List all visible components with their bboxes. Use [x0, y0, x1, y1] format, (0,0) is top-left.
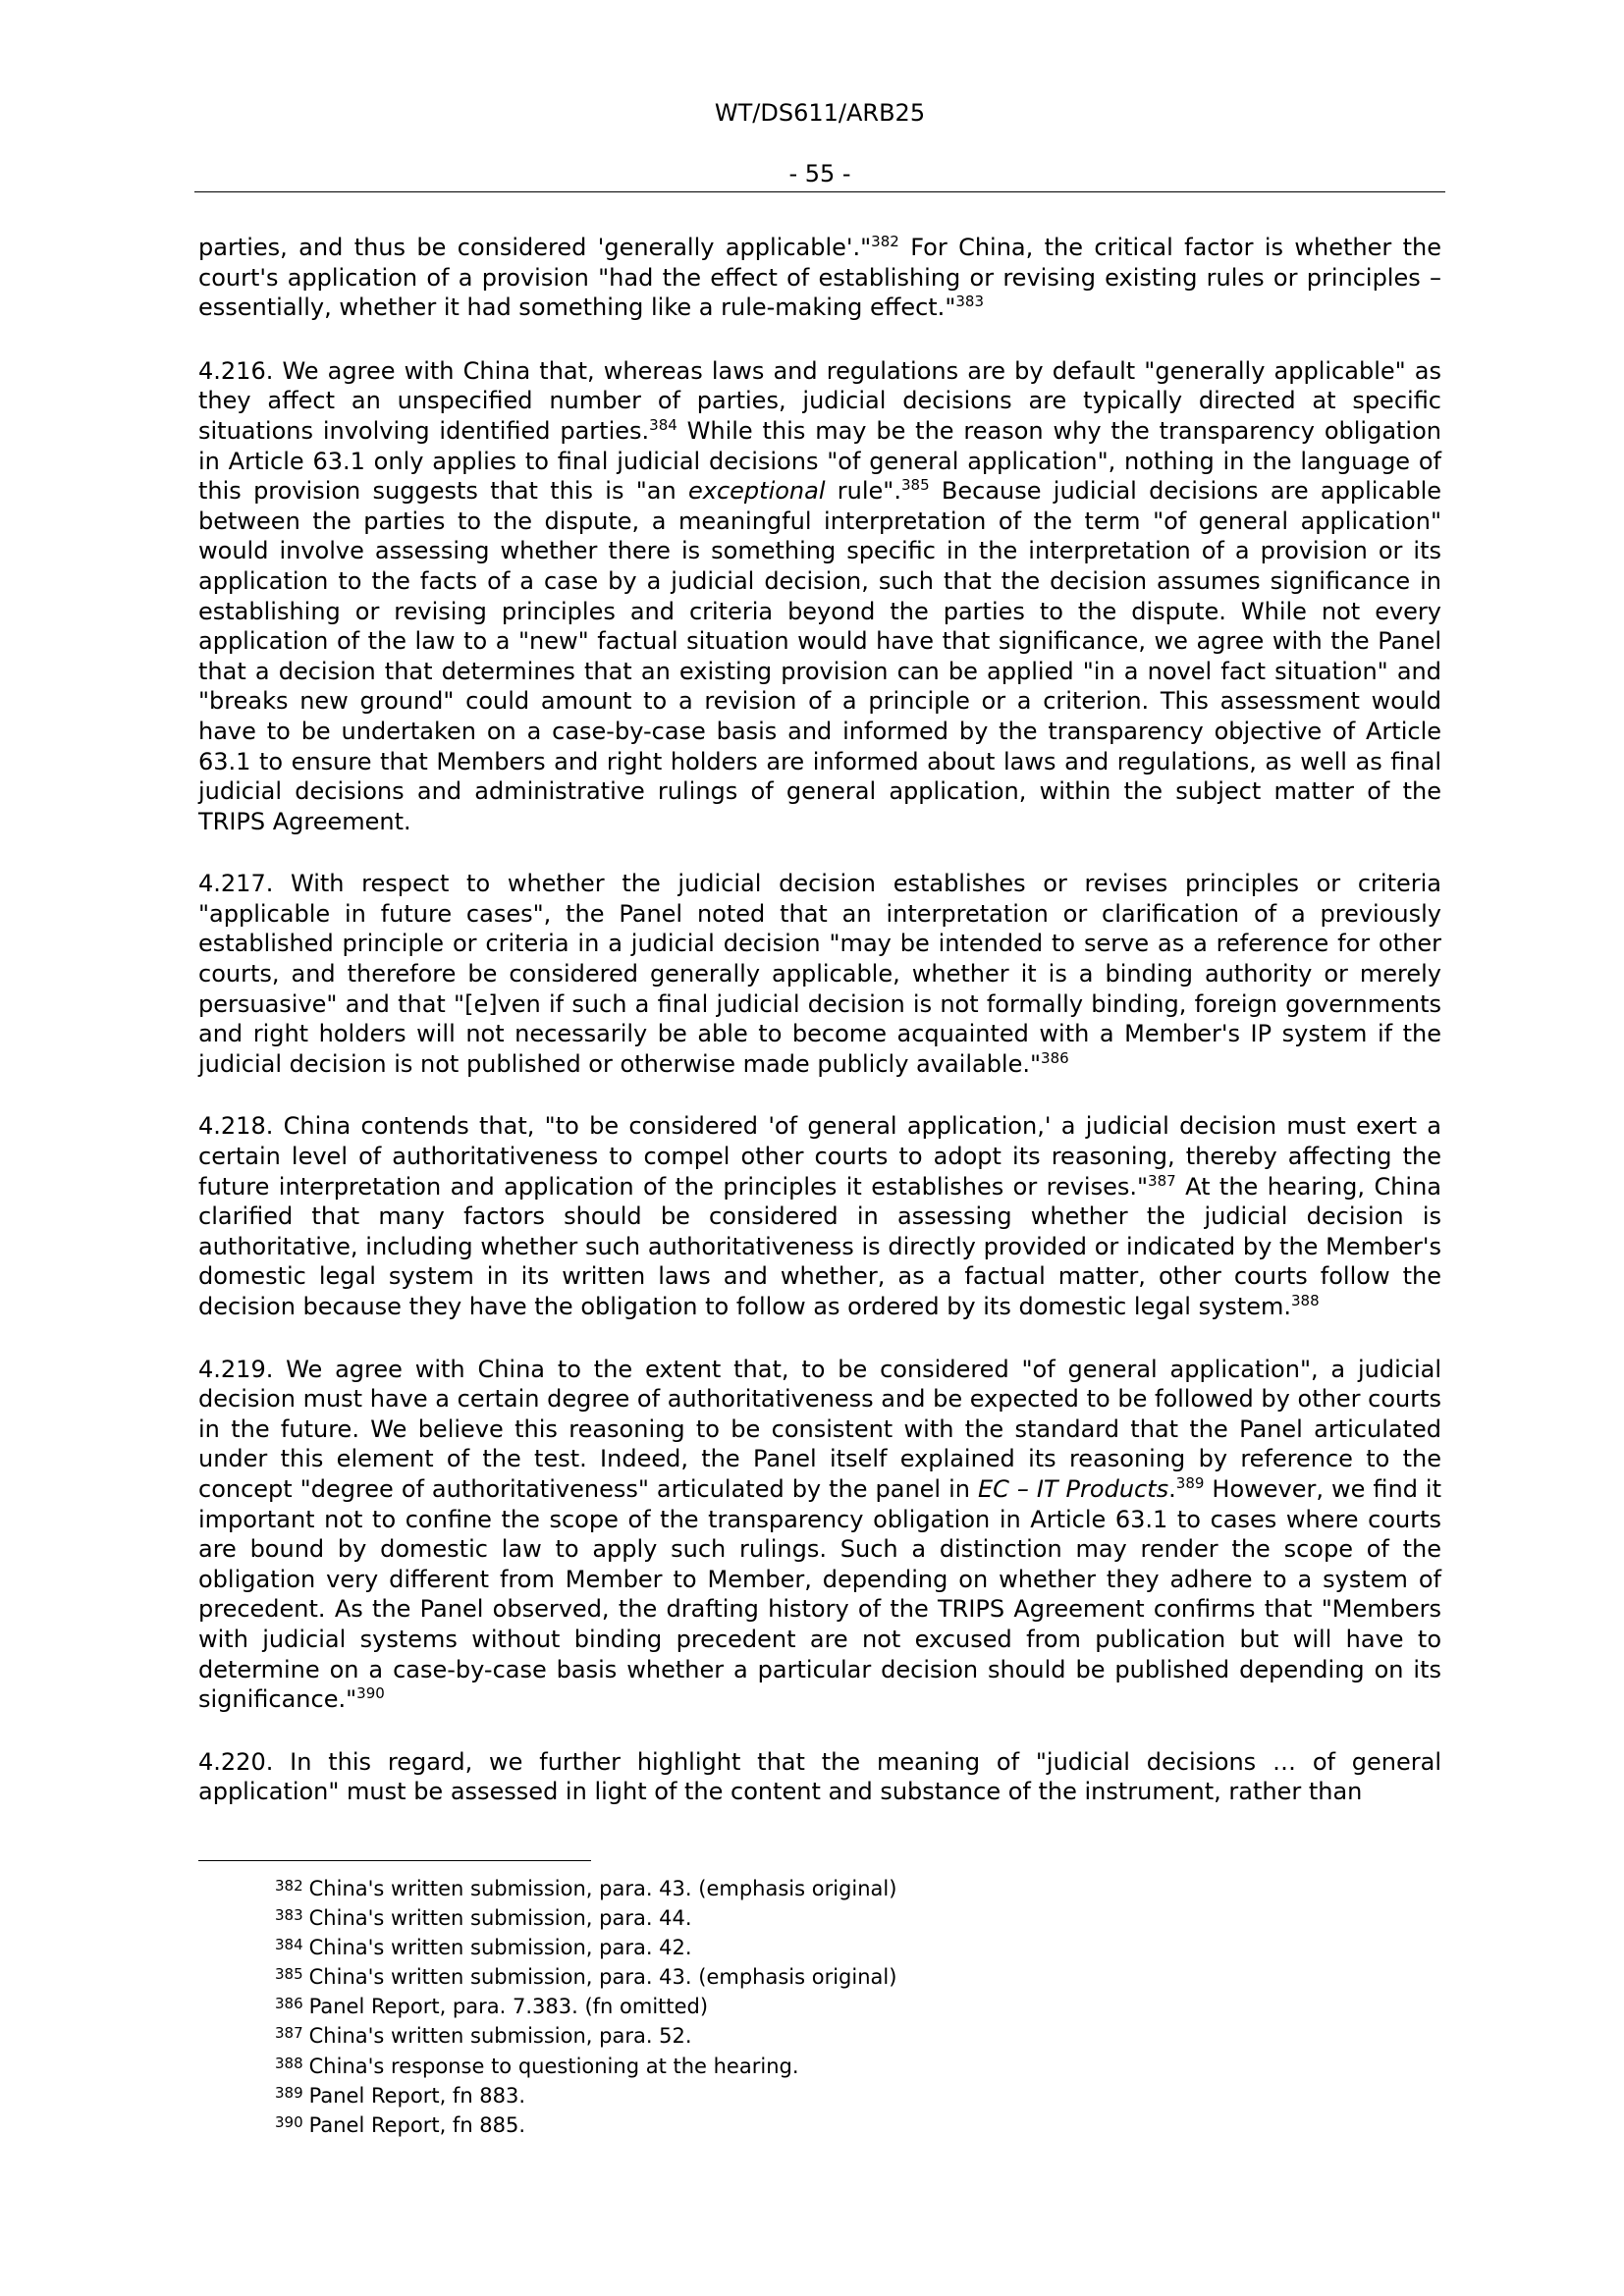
footnote-reference[interactable]: 384 — [649, 415, 677, 434]
paragraph-4-220 — [198, 1747, 1441, 1807]
footnote-separator — [198, 1860, 591, 1861]
footnote-item — [275, 1961, 1404, 1991]
paragraph-4-216 — [198, 356, 1441, 837]
paragraph-4-217 — [198, 869, 1441, 1079]
footnote-number: 384 — [275, 1936, 303, 1954]
footnote-reference[interactable]: 389 — [1175, 1473, 1205, 1492]
footnote-number: 388 — [275, 2054, 303, 2072]
footnote-reference[interactable]: 387 — [1148, 1171, 1176, 1190]
paragraph-4-218 — [198, 1111, 1441, 1321]
footnote-text: Panel Report, fn 883. — [308, 2083, 526, 2108]
footnote-item — [275, 2080, 1404, 2109]
emphasis-text: EC – IT Products — [977, 1474, 1169, 1503]
paragraph-text: While this may be the reason why the transparency obligation in Article 63.1 only applies to final judicial decisions "of general application", nothing in the language of this provision suggests that this is "an — [198, 416, 1441, 506]
header-rule — [194, 191, 1445, 192]
footnote-reference[interactable]: 385 — [900, 476, 930, 495]
paragraph-text: At the hearing, China clarified that many factors should be considered in assessing whether the judicial decision is authoritative, including whether such authoritativeness is directly provided or indicated by the Member's domestic legal system in its written laws and whether, as a factual matter, other courts follow the decision because they have the obligation to follow as ordered by its domestic legal system. — [198, 1172, 1442, 1320]
paragraph-text: 4.218. China contends that, "to be considered 'of general application,' a judicial decision must exert a certain level of authoritativeness to compel other courts to adopt its reasoning, thereby affecting the future interpretation and application of the principles it establishes or revises." — [198, 1112, 1441, 1201]
footnote-item — [275, 2020, 1404, 2050]
footnote-number: 390 — [275, 2112, 303, 2131]
paragraph-text: 4.216. We agree with China that, whereas laws and regulations are by default "generally applicable" as they affect an unspecified number of parties, judicial decisions are typically directed at specific situations involving identified parties. — [198, 356, 1441, 445]
footnote-text: Panel Report, fn 885. — [308, 2112, 526, 2137]
paragraph-4-219 — [198, 1355, 1441, 1715]
paragraph-text: rule". — [825, 477, 901, 506]
footnotes — [275, 1873, 1404, 2139]
paragraph-text: 4.217. With respect to whether the judicial decision establishes or revises principles or criteria "applicable in future cases", the Panel noted that an interpretation or clarification of a previously established principle or criteria in a judicial decision "may be intended to serve as a reference for other courts, and therefore be considered generally applicable, whether it is a binding authority or merely persuasive" and that "[e]ven if such a final judicial decision is not formally binding, foreign governments and right holders will not necessarily be able to become acquainted with a Member's IP system if the judicial decision is not published or otherwise made publicly available." — [198, 870, 1441, 1078]
emphasis-text: exceptional — [688, 477, 826, 506]
footnote-text: China's written submission, para. 43. (emphasis original) — [308, 1965, 897, 1990]
footnote-number: 389 — [275, 2083, 303, 2102]
paragraph-text: 4.219. We agree with China to the extent that, to be considered "of general application", a judicial decision must have a certain degree of authoritativeness and be expected to be followed by other courts in the future. We believe this reasoning to be consistent with the standard that the Panel articulated under this element of the test. Indeed, the Panel itself explained its reasoning by reference to the concept "degree of authoritativeness" articulated by the panel in — [198, 1355, 1441, 1503]
footnote-number: 382 — [275, 1877, 303, 1895]
footnote-reference[interactable]: 390 — [356, 1684, 385, 1703]
footnote-number: 387 — [275, 2024, 303, 2043]
footnote-text: China's written submission, para. 42. — [308, 1936, 692, 1960]
footnote-number: 385 — [275, 1965, 303, 1984]
paragraph-text: 4.220. In this regard, we further highlight that the meaning of "judicial decisions … of general application" must be assessed in light of the content and substance of the instrument, rather than — [198, 1747, 1441, 1806]
footnote-reference[interactable]: 383 — [955, 293, 984, 311]
footnote-item — [275, 2051, 1404, 2080]
paragraph-continuation — [198, 233, 1441, 323]
paragraph-text: Because judicial decisions are applicable between the parties to the dispute, a meaningful interpretation of the term "of general application" would involve assessing whether there is something specific in the interpretation of a provision or its application to the facts of a case by a judicial decision, such that the decision assumes significance in establishing or revising principles and criteria beyond the parties to the dispute. While not every application of the law to a "new" factual situation would have that significance, we agree with the Panel that a decision that determines that an existing provision can be applied "in a novel fact situation" and "breaks new ground" could amount to a revision of a principle or a criterion. This assessment would have to be undertaken on a case-by-case basis and informed by the transparency objective of Article 63.1 to ensure that Members and right holders are informed about laws and regulations, as well as final judicial decisions and administrative rulings of general application, within the subject matter of the TRIPS Agreement. — [198, 477, 1441, 835]
footnote-reference[interactable]: 386 — [1041, 1048, 1069, 1067]
footnote-text: China's response to questioning at the hearing. — [308, 2054, 799, 2078]
paragraph-text: For China, the critical factor is whether the court's application of a provision "had the effect of establishing or revising existing rules or principles – essentially, whether it had something like a rule-making effect." — [198, 234, 1441, 322]
paragraph-text: . — [1168, 1474, 1176, 1503]
page-number: - 55 - — [788, 160, 851, 187]
body-text — [198, 233, 1441, 1807]
footnote-number: 383 — [275, 1906, 303, 1925]
footnote-item — [275, 1932, 1404, 1961]
document-symbol: WT/DS611/ARB25 — [714, 99, 926, 127]
footnote-item — [275, 2109, 1404, 2139]
footnote-text: China's written submission, para. 44. — [308, 1906, 692, 1931]
footnote-text: Panel Report, para. 7.383. (fn omitted) — [308, 1995, 709, 2019]
footnote-item — [275, 1873, 1404, 1902]
footnote-text: China's written submission, para. 52. — [308, 2024, 692, 2049]
footnote-item — [275, 1991, 1404, 2020]
footnote-reference[interactable]: 382 — [871, 233, 899, 250]
footnote-number: 386 — [275, 1995, 303, 2013]
footnote-text: China's written submission, para. 43. (emphasis original) — [308, 1877, 897, 1900]
paragraph-text: However, we find it important not to confine the scope of the transparency obligation in Article 63.1 to cases where courts are bound by domestic law to apply such rulings. Such a distinction may render the scope of the obligation very different from Member to Member, depending on whether they adhere to a system of precedent. As the Panel observed, the drafting history of the TRIPS Agreement confirms that "Members with judicial systems without binding precedent are not excused from publication but will have to determine on a case-by-case basis whether a particular decision should be published depending on its significance." — [198, 1474, 1441, 1714]
paragraph-text: parties, and thus be considered 'generally applicable'." — [198, 234, 872, 261]
footnote-reference[interactable]: 388 — [1291, 1292, 1320, 1309]
footnote-item — [275, 1902, 1404, 1932]
